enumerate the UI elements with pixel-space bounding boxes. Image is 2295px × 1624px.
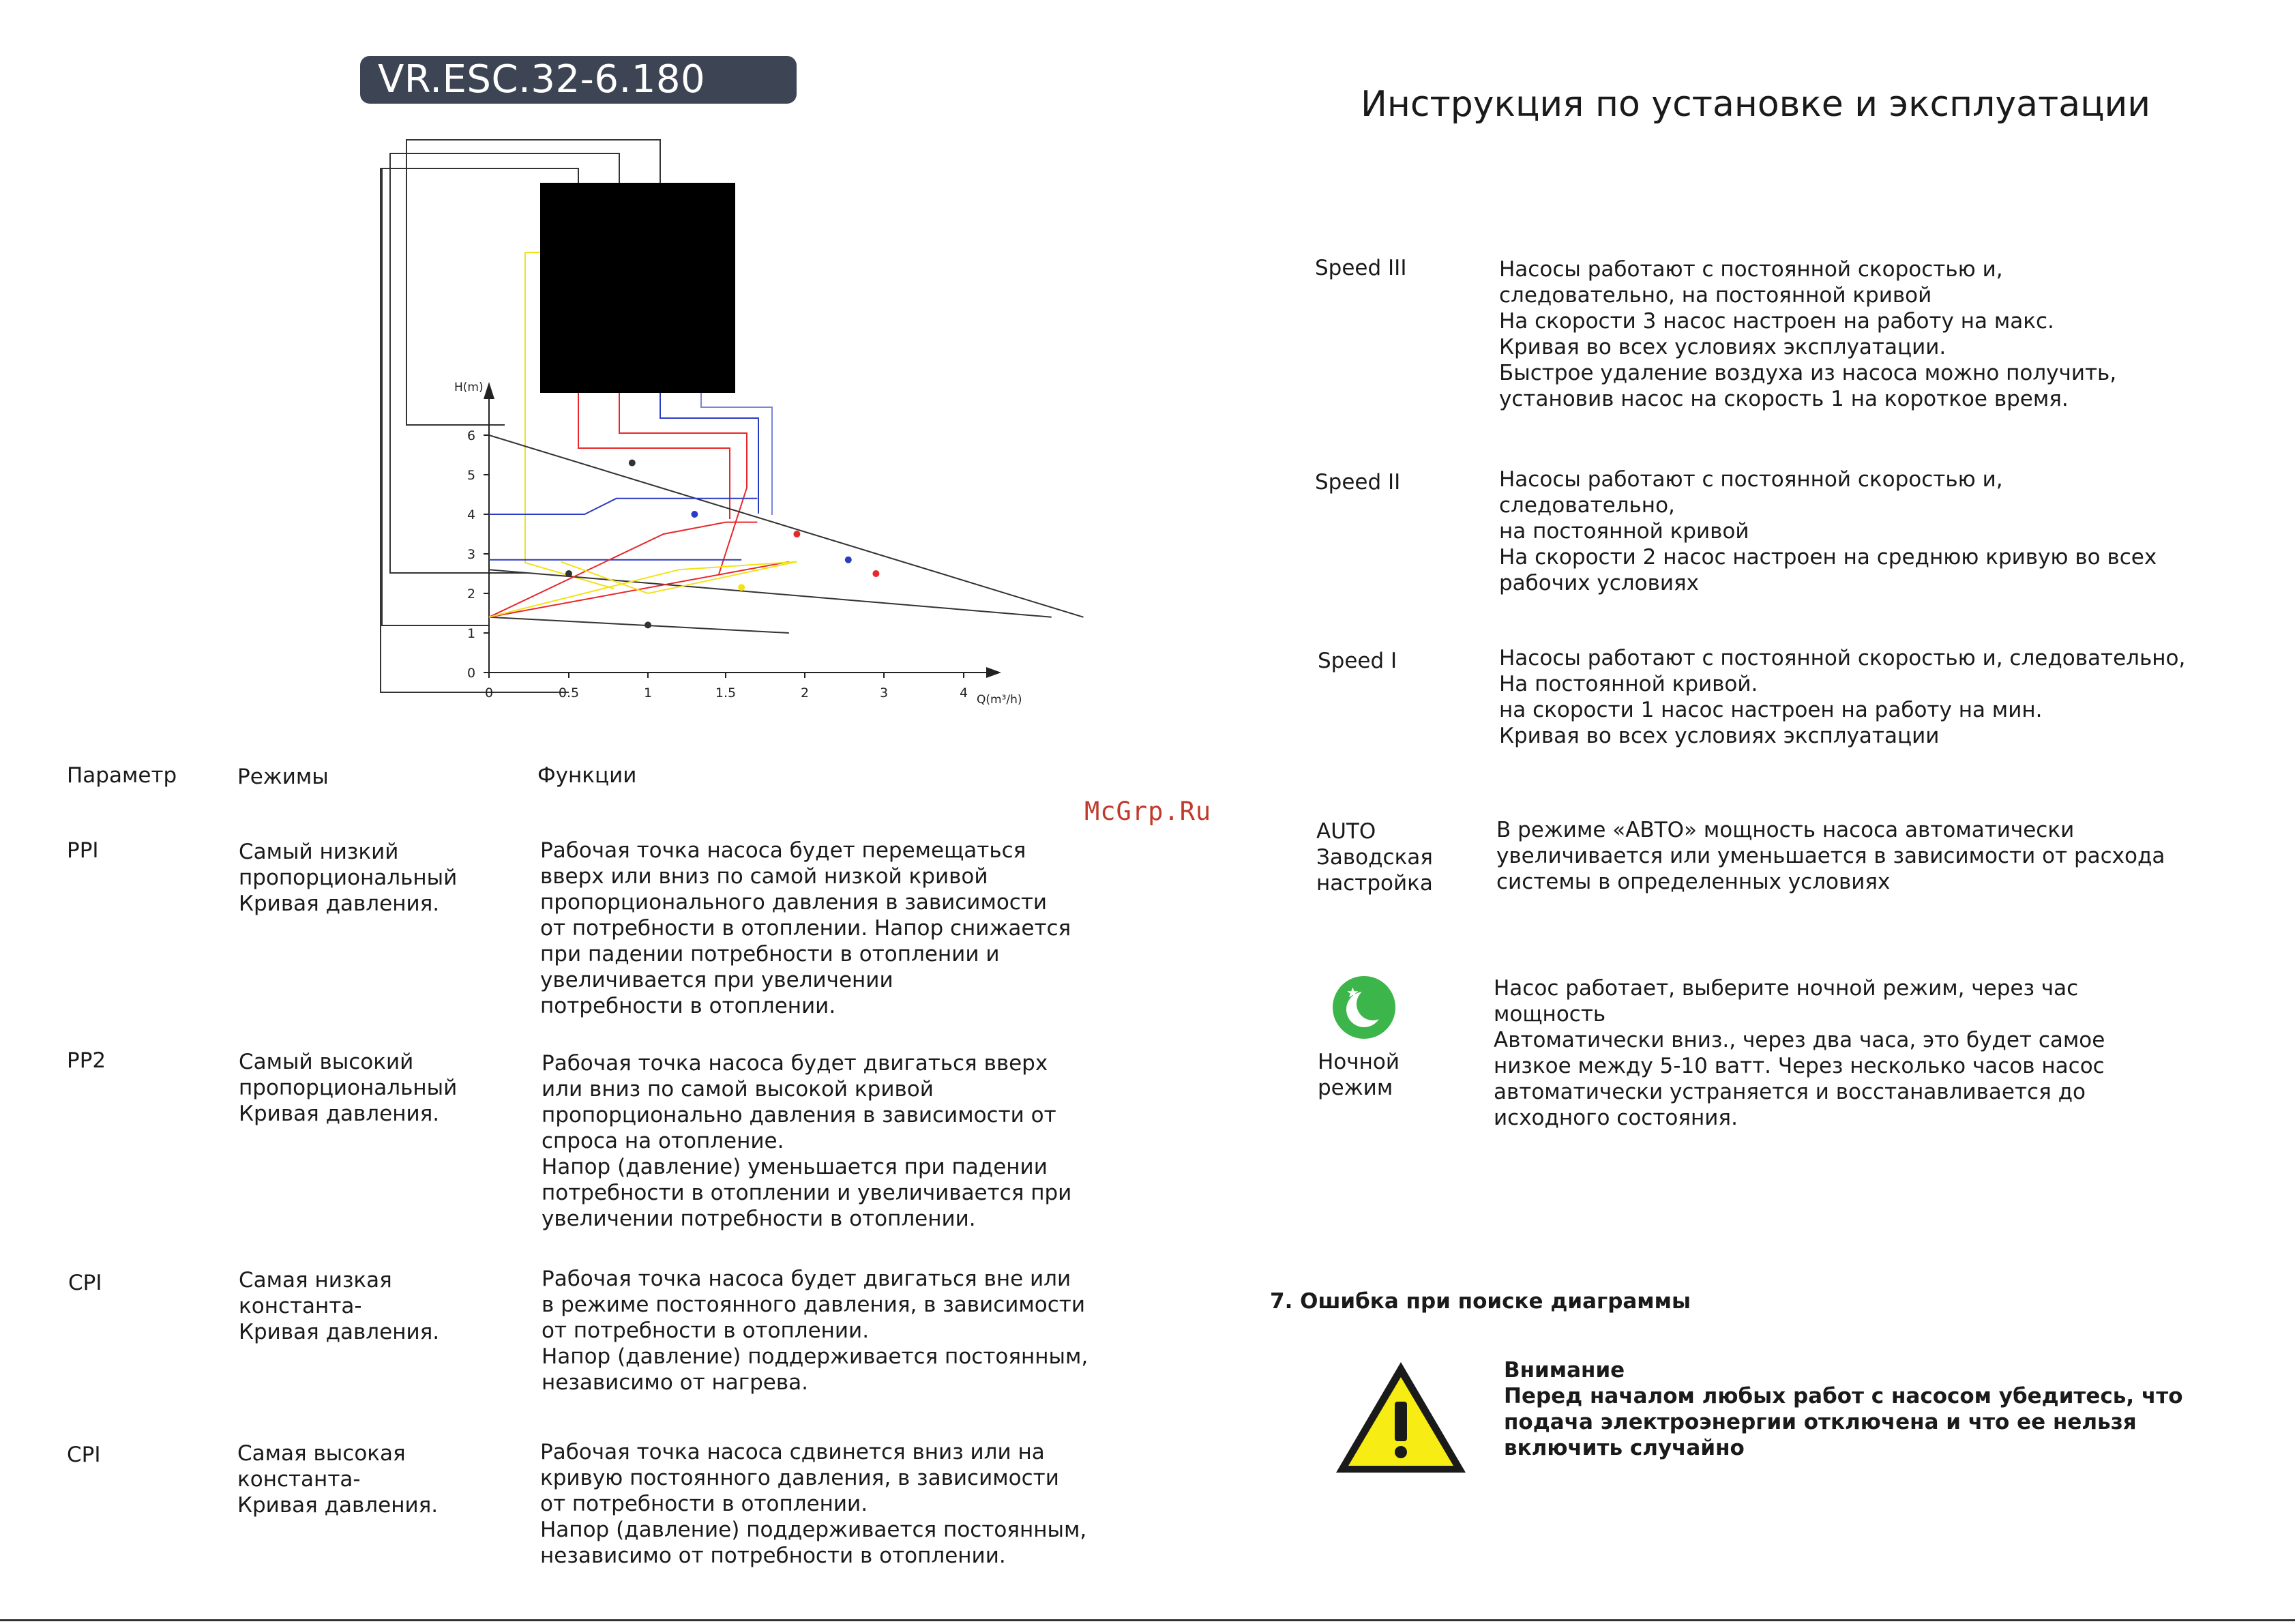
mode-speed2-label: Speed II [1315,470,1401,494]
x-axis-arrow [986,667,1001,678]
connector-blue-1 [660,375,758,514]
mode-night-label: Ночной режим [1318,1050,1400,1100]
x-tick-label: 2 [800,685,810,700]
data-point-1 [629,460,636,467]
x-tick-label: 4 [959,685,968,700]
chart-points [565,460,879,629]
mode-speed2-desc: Насосы работают с постоянной скоростью и, следовательно, на постоянной кривой На скорости 2 насос настроен на среднюю кривую во всех рабочих условиях [1499,467,2157,595]
row-2-param: PP2 [67,1048,106,1073]
data-point-2 [565,570,572,577]
data-point-7 [872,570,879,577]
data-point-5 [845,557,852,563]
row-3-func: Рабочая точка насоса будет двигаться вне или в режиме постоянного давления, в зависимости от потребности в отоплении. Напор (давление) поддерживается постоянным, независимо от нагрева. [542,1267,1089,1395]
night-mode-icon [1332,975,1396,1039]
data-point-4 [691,511,698,518]
y-tick-label: 5 [467,468,476,483]
mode-night-desc: Насос работает, выберите ночной режим, через час мощность Автоматически вниз., через два часа, это будет самое низкое между 5-10 ватт. Через несколько часов насос автоматически устраняется и восстанавливается до исходного состояния. [1494,976,2105,1130]
row-4-func: Рабочая точка насоса сдвинется вниз или на кривую постоянного давления, в зависимости от потребности в отоплении. Напор (давление) поддерживается постоянным, независимо от потребности в отоплении. [540,1440,1087,1568]
mode-speed1-label: Speed I [1318,649,1397,673]
row-3-mode: Самая низкая константа- Кривая давления. [239,1268,440,1344]
x-axis-label: Q(m³/h) [977,693,1022,707]
model-badge: VR.ESC.32-6.180 [360,56,797,104]
y-tick-label: 6 [467,428,476,443]
row-3-param: CPI [68,1271,102,1295]
y-tick-label: 0 [467,666,476,681]
mode-auto-desc: В режиме «АВТО» мощность насоса автоматически увеличивается или уменьшается в зависимости от расхода системы в определенных условиях [1496,818,2165,894]
data-point-3 [645,621,651,628]
y-tick-label: 4 [467,507,476,522]
mode-speed3-label: Speed III [1315,256,1407,280]
col-header-param: Параметр [67,763,177,788]
series-line-3 [489,617,789,633]
data-point-6 [793,531,800,537]
row-2-mode: Самый высокий пропорциональный Кривая давления. [239,1050,458,1126]
error-section-title: 7. Ошибка при поиске диаграммы [1270,1289,1691,1314]
series-line-6 [489,522,757,617]
y-axis-arrow [484,382,494,399]
row-4-param: CPI [67,1443,101,1467]
x-tick-label: 0.5 [558,685,580,700]
x-tick-label: 3 [879,685,889,700]
y-tick-label: 1 [467,626,476,641]
row-1-func: Рабочая точка насоса будет перемещаться вверх или вниз по самой низкой кривой пропорционального давления в зависимости от потребности в отоплении. Напор снижается при падении потребности в отоплении и увеличивается при увеличении потребности в отоплении. [540,838,1071,1018]
pump-curve-chart [355,133,1098,720]
series-line-4 [489,499,757,514]
row-1-mode: Самый низкий пропорциональный Кривая давления. [239,840,458,916]
connector-blue-2 [701,375,772,515]
controller-box [540,183,735,393]
watermark: McGrp.Ru [1084,797,1212,826]
x-tick-label: 0 [484,685,494,700]
y-tick-label: 2 [467,587,476,602]
col-header-mode: Режимы [237,765,329,789]
col-header-func: Функции [537,763,637,788]
series-line-1 [489,435,1084,617]
row-2-func: Рабочая точка насоса будет двигаться вверх или вниз по самой высокой кривой пропорционально давления в зависимости от спроса на отопление. Напор (давление) уменьшается при падении потребности в отоплении и увеличивается при увеличении потребности в отоплении. [542,1051,1072,1231]
row-4-mode: Самая высокая константа- Кривая давления. [237,1441,439,1518]
row-1-param: PPI [67,838,99,863]
x-tick-label: 1.5 [715,685,737,700]
connector-red-2 [619,375,747,574]
y-tick-label: 3 [467,547,476,562]
manual-title: Инструкция по установке и эксплуатации [1361,84,2151,125]
mode-speed1-desc: Насосы работают с постоянной скоростью и, следовательно, На постоянной кривой. на скорости 1 насос настроен на работу на мин. Кривая во всех условиях эксплуатации [1499,646,2186,748]
x-tick-label: 1 [643,685,653,700]
warning-text: Внимание Перед началом любых работ с насосом убедитесь, что подача электроэнергии отключена и что ее нельзя включить случайно [1504,1358,2183,1460]
connector-red-1 [578,375,730,519]
chart-axes [467,382,1001,700]
y-axis-label: H(m) [454,381,484,394]
mode-speed3-desc: Насосы работают с постоянной скоростью и, следовательно, на постоянной кривой На скорости 3 насос настроен на работу на макс. Кривая во всех условиях эксплуатации. Быстрое удаление воздуха из насоса можно получить, установив насос на скорость 1 на короткое время. [1499,257,2117,411]
bottom-rule [0,1619,2295,1621]
warning-icon [1333,1359,1468,1475]
chart-series [489,435,1084,633]
data-point-8 [738,584,745,591]
mode-auto-label: AUTO Заводская настройка [1316,819,1433,896]
